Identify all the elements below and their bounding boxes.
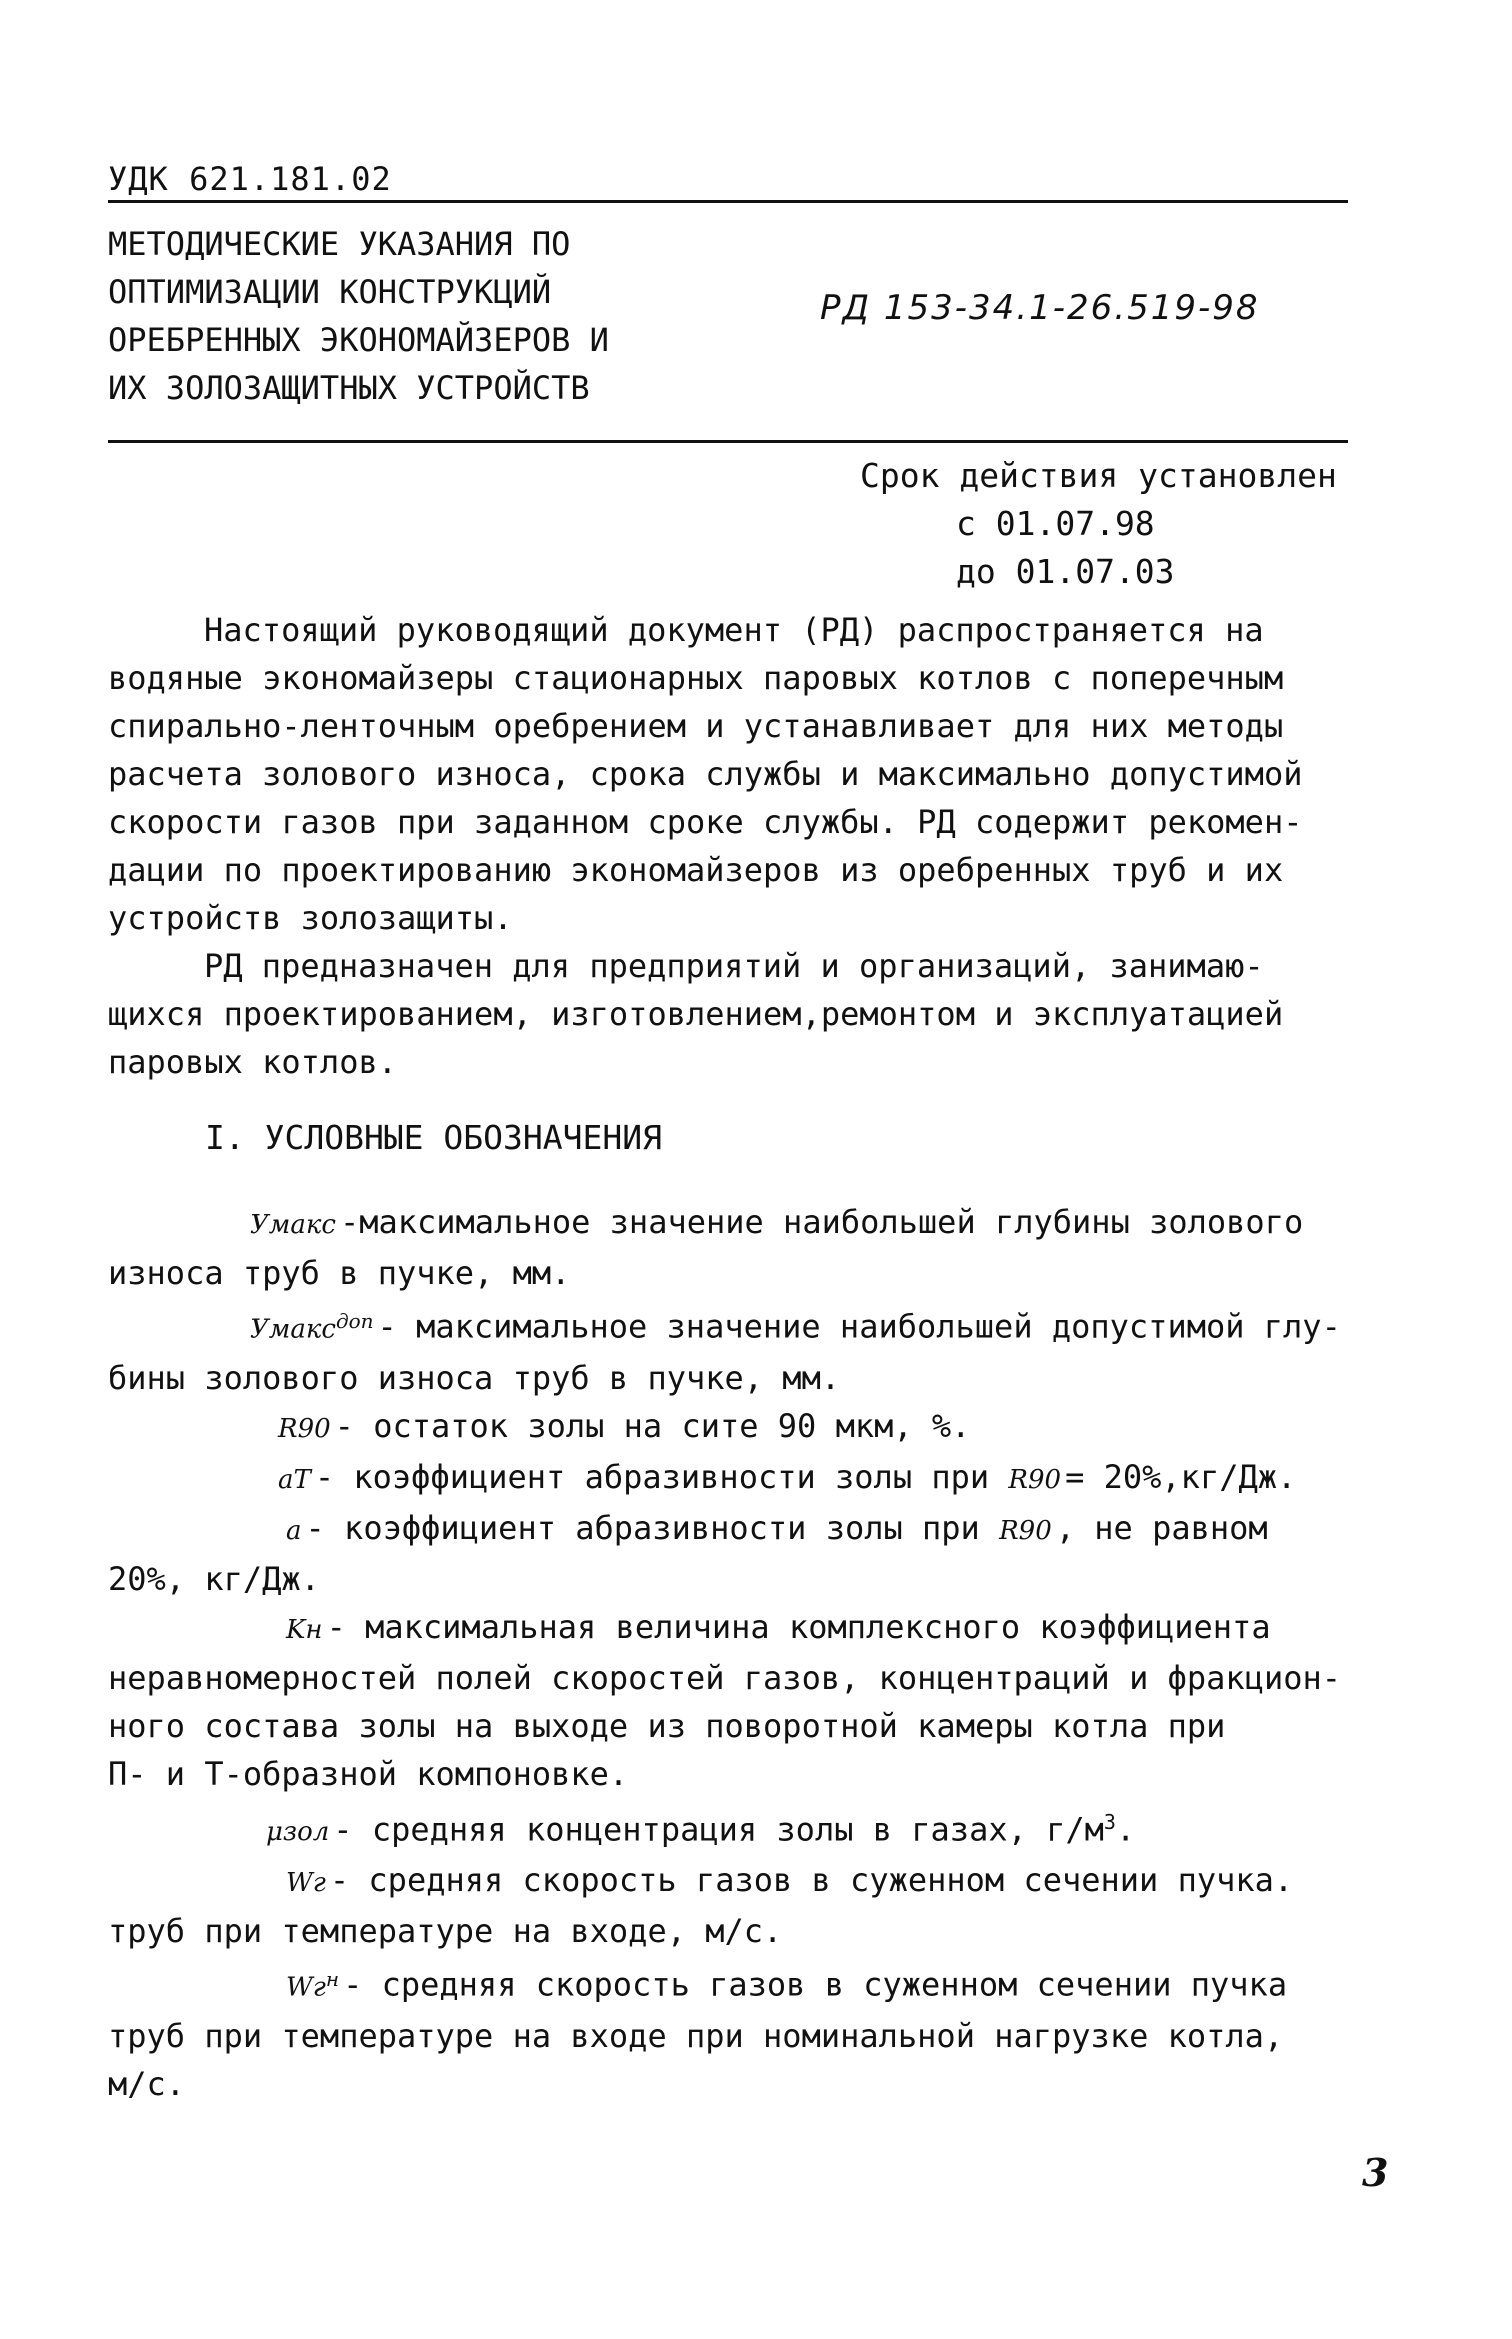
definition-line: бины золового износа труб в пучке, мм. — [108, 1358, 841, 1397]
udk-code: УДК 621.181.02 — [108, 160, 392, 198]
text-line: РД предназначен для предприятий и организаций, занимаю- — [204, 947, 1264, 985]
symbol: Умакс$^{доп}$ — [250, 1309, 374, 1345]
symbol: Kн — [286, 1614, 323, 1645]
title-line: ИХ ЗОЛОЗАЩИТНЫХ УСТРОЙСТВ — [108, 369, 590, 407]
definition-line: Умакс$^{доп}$ - максимальное значение наибольшей допустимой глу- — [108, 1297, 1408, 1354]
symbol: R90 — [999, 1515, 1052, 1546]
text-line: дации по проектированию экономайзеров из оребренных труб и их — [108, 851, 1284, 889]
title-line: ОРЕБРЕННЫХ ЭКОНОМАЙЗЕРОВ И — [108, 321, 609, 359]
title-line: ОПТИМИЗАЦИИ КОНСТРУКЦИЙ — [108, 273, 552, 311]
definition-line: труб при температуре на входе, м/с. — [108, 1912, 783, 1951]
document-title — [108, 220, 668, 412]
definition-line: 20%, кг/Дж. — [108, 1559, 320, 1598]
document-code: РД 153-34.1-26.519-98 — [820, 288, 1260, 328]
definition-line: Kн - максимальная величина комплексного коэффициента — [108, 1603, 1408, 1654]
definition-line: м/с. — [108, 2064, 186, 2103]
symbol: Wг — [286, 1868, 326, 1899]
text-line: расчета золового износа, срока службы и максимально допустимой — [108, 755, 1303, 793]
title-line: МЕТОДИЧЕСКИЕ УКАЗАНИЯ ПО — [108, 225, 571, 263]
page-number: 3 — [1362, 2150, 1389, 2195]
definition-line: ного состава золы на выходе из поворотной камеры котла при — [108, 1706, 1226, 1745]
definition-line: $Wг^н$ - средняя скорость газов в суженном сечении пучка — [108, 1955, 1408, 2012]
symbol: $Wг^н$ — [286, 1967, 340, 2003]
symbol: Умакс — [250, 1210, 336, 1240]
text-line: скорости газов при заданном сроке службы. РД содержит рекомен- — [108, 803, 1303, 841]
text-line: устройств золозащиты. — [108, 899, 513, 937]
text-line: спирально-ленточным оребрением и устанавливает для них методы — [108, 707, 1284, 745]
symbol: R90 — [278, 1413, 331, 1444]
text-line: водяные экономайзеры стационарных паровых котлов с поперечным — [108, 659, 1284, 697]
header-top-rule — [108, 200, 1348, 203]
definition-line: неравномерностей полей скоростей газов, концентраций и фракцион- — [108, 1658, 1341, 1697]
definition-line: износа труб в пучке, мм. — [108, 1254, 571, 1292]
symbol: R90 — [1008, 1464, 1062, 1495]
definition-line: R90 - остаток золы на сите 90 мкм, %. — [108, 1402, 1408, 1453]
purpose-paragraph — [108, 942, 1380, 1086]
symbol: μзол — [266, 1817, 330, 1848]
validity-start: с 01.07.98 — [956, 504, 1155, 543]
definition-line: Wг - средняя скорость газов в суженном сечении пучка. — [108, 1856, 1408, 1907]
definition-line: a - коэффициент абразивности золы при R90 , не равном — [108, 1504, 1408, 1555]
text-line: паровых котлов. — [108, 1043, 397, 1081]
definition-line: μзол - средняя концентрация золы в газах, $г/м^3$. — [108, 1798, 1408, 1857]
definition-line: aT - коэффициент абразивности золы при R90 = 20%,кг/Дж. — [108, 1453, 1408, 1504]
section-heading: I. УСЛОВНЫЕ ОБОЗНАЧЕНИЯ — [205, 1118, 662, 1157]
definition-line: П- и Т-образной компоновке. — [108, 1754, 629, 1793]
validity-end: до 01.07.03 — [956, 552, 1175, 591]
definition-line: Умакс -максимальное значение наибольшей глубины золового — [108, 1198, 1408, 1249]
symbol: a — [286, 1515, 302, 1546]
validity-label: Срок действия установлен — [860, 456, 1337, 495]
symbol: aT — [278, 1464, 311, 1495]
text-line: щихся проектированием, изготовлением,ремонтом и эксплуатацией — [108, 995, 1284, 1033]
intro-paragraph — [108, 606, 1380, 942]
header-bottom-rule — [108, 440, 1348, 443]
definition-line: труб при температуре на входе при номинальной нагрузке котла, — [108, 2016, 1284, 2055]
definitions-list — [108, 1198, 1408, 2108]
text-line: Настоящий руководящий документ (РД) распространяется на — [204, 611, 1264, 649]
validity-period — [860, 452, 1337, 596]
